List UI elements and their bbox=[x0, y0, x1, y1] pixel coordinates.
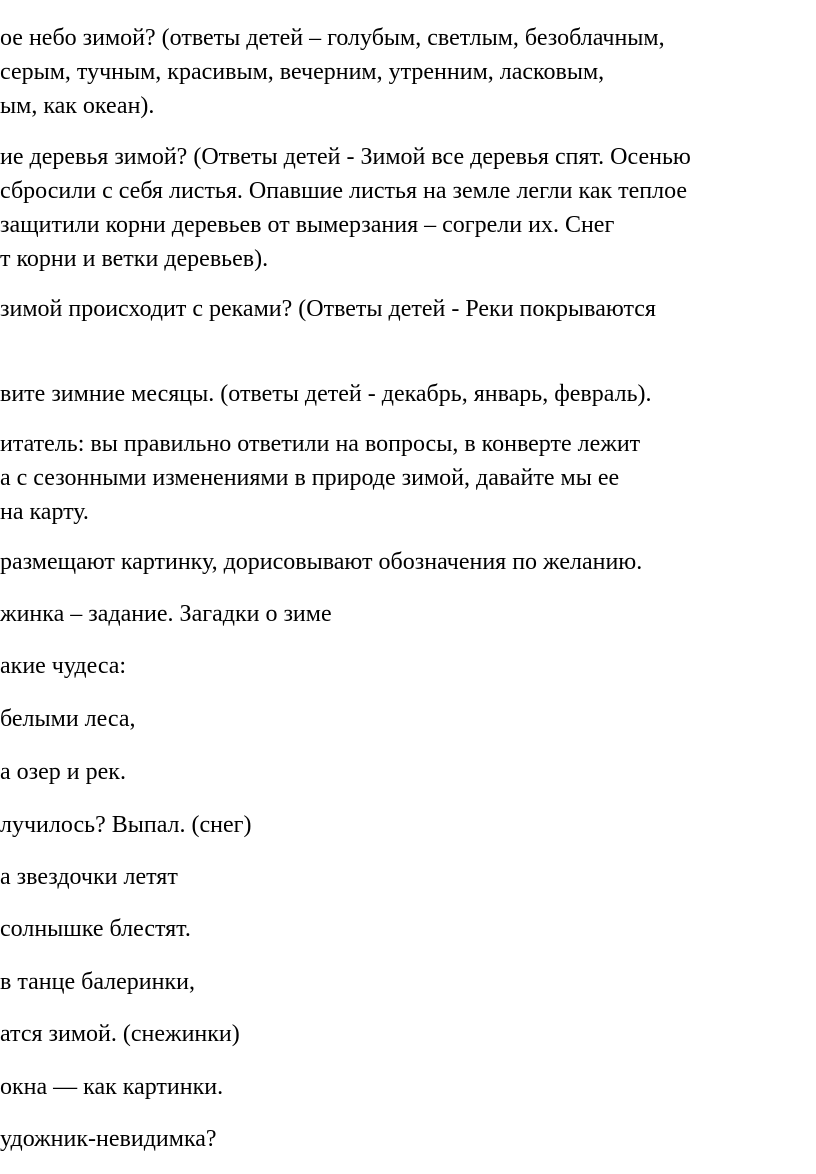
text-line-2: серым, тучным, красивым, вечерним, утренним, ласковым, bbox=[0, 59, 605, 85]
text-line-12: на карту. bbox=[0, 499, 89, 525]
text-line-6: защитили корни деревьев от вымерзания – согрели их. Снег bbox=[0, 212, 615, 238]
text-line-10: итатель: вы правильно ответили на вопросы, в конверте лежит bbox=[0, 431, 641, 457]
text-line-9: вите зимние месяцы. (ответы детей - декабрь, январь, февраль). bbox=[0, 381, 652, 407]
text-line-1: ое небо зимой? (ответы детей – голубым, светлым, безоблачным, bbox=[0, 25, 665, 51]
text-line-17: а озер и рек. bbox=[0, 759, 126, 785]
text-line-23: окна — как картинки. bbox=[0, 1074, 224, 1100]
text-line-24: удожник-невидимка? bbox=[0, 1126, 217, 1152]
text-line-13: размещают картинку, дорисовывают обозначения по желанию. bbox=[0, 549, 643, 575]
text-line-16: белыми леса, bbox=[0, 706, 136, 732]
text-line-14: жинка – задание. Загадки о зиме bbox=[0, 601, 332, 627]
text-line-8: зимой происходит с реками? (Ответы детей - Реки покрываются bbox=[0, 296, 656, 322]
text-line-20: солнышке блестят. bbox=[0, 916, 191, 942]
text-line-3: ым, как океан). bbox=[0, 93, 155, 119]
text-line-4: ие деревья зимой? (Ответы детей - Зимой все деревья спят. Осенью bbox=[0, 144, 691, 170]
text-line-15: акие чудеса: bbox=[0, 653, 127, 679]
text-line-7: т корни и ветки деревьев). bbox=[0, 246, 269, 272]
text-line-21: в танце балеринки, bbox=[0, 969, 195, 995]
text-line-5: сбросили с себя листья. Опавшие листья на земле легли как теплое bbox=[0, 178, 688, 204]
text-line-18: лучилось? Выпал. (снег) bbox=[0, 812, 252, 838]
text-line-19: а звездочки летят bbox=[0, 864, 178, 890]
text-line-11: а с сезонными изменениями в природе зимой, давайте мы ее bbox=[0, 465, 620, 491]
text-line-22: атся зимой. (снежинки) bbox=[0, 1021, 240, 1047]
